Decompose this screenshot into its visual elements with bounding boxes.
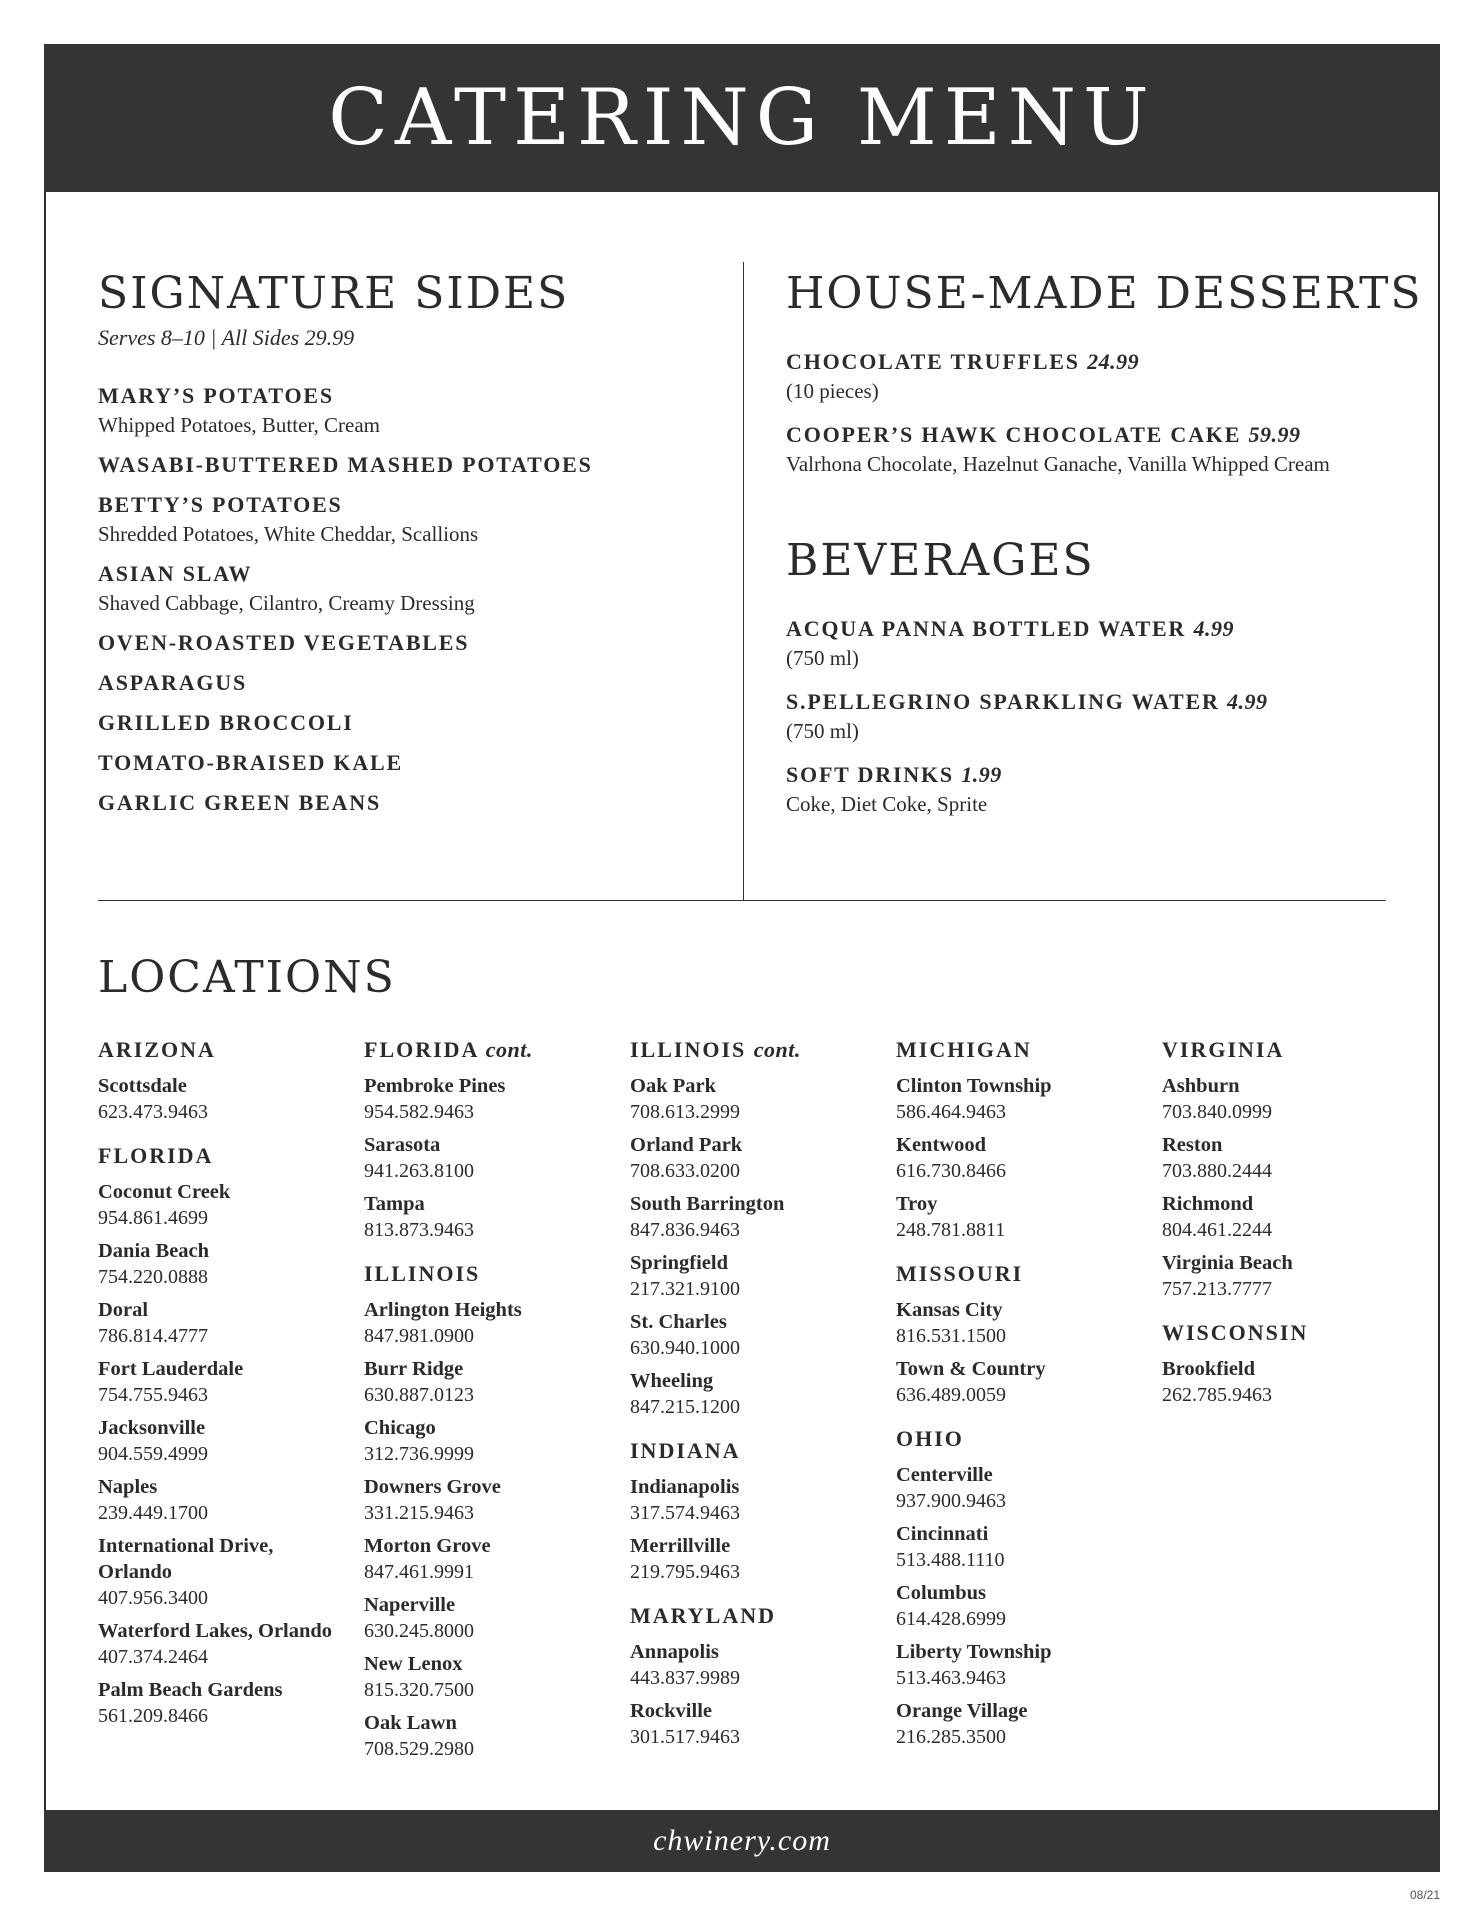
item-name-text: ACQUA PANNA BOTTLED WATER bbox=[786, 616, 1187, 641]
location-city: Annapolis bbox=[630, 1641, 719, 1663]
item-name bbox=[786, 689, 1406, 715]
desserts-list bbox=[786, 349, 1406, 477]
location-city: Clinton Township bbox=[896, 1075, 1052, 1097]
location-phone: 331.215.9463 bbox=[364, 1502, 474, 1524]
item-name-text: CHOCOLATE TRUFFLES bbox=[786, 349, 1080, 374]
location-city: Pembroke Pines bbox=[364, 1075, 506, 1097]
state-name: WISCONSIN bbox=[1162, 1320, 1309, 1345]
location-city: International Drive, Orlando bbox=[98, 1535, 274, 1583]
location-phone: 847.836.9463 bbox=[630, 1219, 740, 1241]
item-price: 59.99 bbox=[1248, 422, 1301, 447]
item-name-text: COOPER’S HAWK CHOCOLATE CAKE bbox=[786, 422, 1242, 447]
item-name: ASPARAGUS bbox=[98, 670, 248, 695]
menu-item bbox=[98, 790, 718, 816]
location-phone: 786.814.4777 bbox=[98, 1325, 208, 1347]
state-name: FLORIDA bbox=[364, 1037, 479, 1062]
location-phone: 847.215.1200 bbox=[630, 1396, 740, 1418]
location-phone: 561.209.8466 bbox=[98, 1705, 208, 1727]
location-city: Cincinnati bbox=[896, 1523, 989, 1545]
menu-item bbox=[98, 750, 718, 776]
location-city: Oak Lawn bbox=[364, 1712, 457, 1734]
state-heading bbox=[1162, 1320, 1412, 1346]
item-name: WASABI-BUTTERED MASHED POTATOES bbox=[98, 452, 593, 477]
item-description: Whipped Potatoes, Butter, Cream bbox=[98, 413, 381, 437]
state-heading bbox=[896, 1037, 1146, 1063]
location-city: Chicago bbox=[364, 1417, 436, 1439]
state-name: FLORIDA bbox=[98, 1143, 214, 1168]
location-phone: 630.940.1000 bbox=[630, 1337, 740, 1359]
location-phone: 757.213.7777 bbox=[1162, 1278, 1272, 1300]
location-city: Naples bbox=[98, 1476, 158, 1498]
state-heading bbox=[1162, 1037, 1412, 1063]
item-description: Shredded Potatoes, White Cheddar, Scallions bbox=[98, 522, 479, 546]
state-continued: cont. bbox=[485, 1037, 533, 1062]
location-phone: 312.736.9999 bbox=[364, 1443, 474, 1465]
location-phone: 262.785.9463 bbox=[1162, 1384, 1272, 1406]
locations-section bbox=[98, 952, 1398, 1760]
location-city: Liberty Township bbox=[896, 1641, 1052, 1663]
location-city: Kentwood bbox=[896, 1134, 986, 1156]
locations-column bbox=[98, 1037, 348, 1747]
horizontal-divider bbox=[98, 900, 1386, 901]
location-city: Merrillville bbox=[630, 1535, 731, 1557]
header-bar bbox=[44, 44, 1440, 192]
beverages-section bbox=[786, 535, 1406, 817]
menu-item bbox=[98, 630, 718, 656]
item-name bbox=[786, 762, 1406, 788]
menu-item bbox=[98, 383, 718, 438]
location-phone: 708.633.0200 bbox=[630, 1160, 740, 1182]
item-description: Coke, Diet Coke, Sprite bbox=[786, 792, 988, 816]
locations-column bbox=[364, 1037, 614, 1780]
beverages-title: BEVERAGES bbox=[786, 535, 1095, 586]
location-phone: 407.956.3400 bbox=[98, 1587, 208, 1609]
locations-column bbox=[896, 1037, 1146, 1768]
location-phone: 708.529.2980 bbox=[364, 1738, 474, 1760]
state-heading bbox=[630, 1438, 880, 1464]
item-description: (10 pieces) bbox=[786, 379, 879, 403]
item-name: BETTY’S POTATOES bbox=[98, 492, 343, 517]
item-name: ASIAN SLAW bbox=[98, 561, 253, 586]
location-city: Downers Grove bbox=[364, 1476, 501, 1498]
location-phone: 754.755.9463 bbox=[98, 1384, 208, 1406]
location-city: Dania Beach bbox=[98, 1240, 210, 1262]
item-name bbox=[786, 616, 1406, 642]
location-city: Rockville bbox=[630, 1700, 712, 1722]
state-heading bbox=[364, 1037, 614, 1063]
item-description: Shaved Cabbage, Cilantro, Creamy Dressing bbox=[98, 591, 475, 615]
location-city: Burr Ridge bbox=[364, 1358, 464, 1380]
state-heading bbox=[896, 1261, 1146, 1287]
state-name: OHIO bbox=[896, 1426, 964, 1451]
location-phone: 941.263.8100 bbox=[364, 1160, 474, 1182]
location-city: Orland Park bbox=[630, 1134, 743, 1156]
location-phone: 219.795.9463 bbox=[630, 1561, 740, 1583]
location-phone: 586.464.9463 bbox=[896, 1101, 1006, 1123]
location-phone: 216.285.3500 bbox=[896, 1726, 1006, 1748]
item-name: GRILLED BROCCOLI bbox=[98, 710, 354, 735]
item-name: OVEN-ROASTED VEGETABLES bbox=[98, 630, 470, 655]
location-city: Scottsdale bbox=[98, 1075, 187, 1097]
state-group bbox=[1162, 1320, 1412, 1408]
location-phone: 703.880.2444 bbox=[1162, 1160, 1272, 1182]
state-heading bbox=[630, 1037, 880, 1063]
state-group bbox=[1162, 1037, 1412, 1302]
item-description: Valrhona Chocolate, Hazelnut Ganache, Vanilla Whipped Cream bbox=[786, 452, 1330, 476]
state-name: ILLINOIS bbox=[630, 1037, 747, 1062]
location-phone: 623.473.9463 bbox=[98, 1101, 208, 1123]
state-name: ARIZONA bbox=[98, 1037, 216, 1062]
state-group bbox=[896, 1426, 1146, 1750]
state-heading bbox=[630, 1603, 880, 1629]
location-city: Fort Lauderdale bbox=[98, 1358, 244, 1380]
location-city: New Lenox bbox=[364, 1653, 463, 1675]
location-city: Town & Country bbox=[896, 1358, 1046, 1380]
menu-item bbox=[98, 492, 718, 547]
location-city: Naperville bbox=[364, 1594, 456, 1616]
state-heading bbox=[896, 1426, 1146, 1452]
state-group bbox=[98, 1037, 348, 1125]
locations-title: LOCATIONS bbox=[98, 952, 396, 1003]
location-phone: 630.887.0123 bbox=[364, 1384, 474, 1406]
location-city: South Barrington bbox=[630, 1193, 785, 1215]
location-city: Doral bbox=[98, 1299, 149, 1321]
location-city: Oak Park bbox=[630, 1075, 716, 1097]
location-city: Coconut Creek bbox=[98, 1181, 231, 1203]
state-name: MICHIGAN bbox=[896, 1037, 1032, 1062]
menu-item bbox=[786, 762, 1406, 817]
item-description: (750 ml) bbox=[786, 719, 859, 743]
state-group bbox=[630, 1037, 880, 1420]
location-phone: 754.220.0888 bbox=[98, 1266, 208, 1288]
menu-item bbox=[786, 689, 1406, 744]
location-city: Columbus bbox=[896, 1582, 987, 1604]
location-city: Kansas City bbox=[896, 1299, 1003, 1321]
item-description: (750 ml) bbox=[786, 646, 859, 670]
vertical-divider bbox=[743, 262, 744, 900]
location-phone: 708.613.2999 bbox=[630, 1101, 740, 1123]
state-continued: cont. bbox=[753, 1037, 801, 1062]
location-city: Brookfield bbox=[1162, 1358, 1256, 1380]
location-phone: 954.861.4699 bbox=[98, 1207, 208, 1229]
location-city: Centerville bbox=[896, 1464, 993, 1486]
location-city: Waterford Lakes, Orlando bbox=[98, 1620, 333, 1642]
location-phone: 301.517.9463 bbox=[630, 1726, 740, 1748]
location-phone: 614.428.6999 bbox=[896, 1608, 1006, 1630]
state-name: MISSOURI bbox=[896, 1261, 1024, 1286]
state-group bbox=[896, 1037, 1146, 1243]
location-city: Reston bbox=[1162, 1134, 1223, 1156]
state-heading bbox=[364, 1261, 614, 1287]
state-name: INDIANA bbox=[630, 1438, 741, 1463]
location-city: Troy bbox=[896, 1193, 938, 1215]
state-heading bbox=[98, 1037, 348, 1063]
location-city: Palm Beach Gardens bbox=[98, 1679, 283, 1701]
location-city: St. Charles bbox=[630, 1311, 727, 1333]
signature-sides-section bbox=[98, 268, 718, 830]
signature-sides-title: SIGNATURE SIDES bbox=[98, 268, 570, 319]
state-name: VIRGINIA bbox=[1162, 1037, 1285, 1062]
state-group bbox=[364, 1037, 614, 1243]
location-phone: 217.321.9100 bbox=[630, 1278, 740, 1300]
desserts-section bbox=[786, 268, 1423, 477]
menu-item bbox=[98, 452, 718, 478]
location-phone: 816.531.1500 bbox=[896, 1325, 1006, 1347]
item-price: 1.99 bbox=[961, 762, 1002, 787]
location-phone: 513.463.9463 bbox=[896, 1667, 1006, 1689]
location-phone: 847.981.0900 bbox=[364, 1325, 474, 1347]
location-phone: 239.449.1700 bbox=[98, 1502, 208, 1524]
document-code: 08/21 bbox=[1409, 1888, 1440, 1902]
item-name: MARY’S POTATOES bbox=[98, 383, 334, 408]
location-phone: 937.900.9463 bbox=[896, 1490, 1006, 1512]
location-city: Morton Grove bbox=[364, 1535, 491, 1557]
item-name: TOMATO-BRAISED KALE bbox=[98, 750, 403, 775]
location-city: Richmond bbox=[1162, 1193, 1254, 1215]
location-city: Tampa bbox=[364, 1193, 425, 1215]
state-group bbox=[896, 1261, 1146, 1408]
menu-item bbox=[98, 561, 718, 616]
location-phone: 813.873.9463 bbox=[364, 1219, 474, 1241]
right-column bbox=[786, 268, 1423, 835]
state-name: ILLINOIS bbox=[364, 1261, 481, 1286]
item-name: GARLIC GREEN BEANS bbox=[98, 790, 382, 815]
location-city: Orange Village bbox=[896, 1700, 1028, 1722]
location-phone: 904.559.4999 bbox=[98, 1443, 208, 1465]
website-link[interactable]: chwinery.com bbox=[653, 1824, 831, 1857]
location-phone: 317.574.9463 bbox=[630, 1502, 740, 1524]
locations-column bbox=[1162, 1037, 1412, 1426]
location-phone: 954.582.9463 bbox=[364, 1101, 474, 1123]
location-city: Virginia Beach bbox=[1162, 1252, 1293, 1274]
location-city: Arlington Heights bbox=[364, 1299, 522, 1321]
menu-item bbox=[786, 349, 1406, 404]
item-name bbox=[786, 349, 1406, 375]
item-price: 24.99 bbox=[1087, 349, 1140, 374]
location-city: Sarasota bbox=[364, 1134, 441, 1156]
item-name-text: SOFT DRINKS bbox=[786, 762, 954, 787]
menu-item bbox=[98, 670, 718, 696]
item-price: 4.99 bbox=[1193, 616, 1234, 641]
location-phone: 513.488.1110 bbox=[896, 1549, 1005, 1571]
location-city: Ashburn bbox=[1162, 1075, 1240, 1097]
sides-list bbox=[98, 383, 718, 816]
state-group bbox=[630, 1438, 880, 1585]
item-name bbox=[786, 422, 1406, 448]
location-city: Wheeling bbox=[630, 1370, 714, 1392]
menu-item bbox=[786, 422, 1406, 477]
state-name: MARYLAND bbox=[630, 1603, 776, 1628]
location-phone: 804.461.2244 bbox=[1162, 1219, 1272, 1241]
state-group bbox=[98, 1143, 348, 1729]
location-phone: 443.837.9989 bbox=[630, 1667, 740, 1689]
location-phone: 616.730.8466 bbox=[896, 1160, 1006, 1182]
location-city: Jacksonville bbox=[98, 1417, 206, 1439]
location-phone: 703.840.0999 bbox=[1162, 1101, 1272, 1123]
menu-item bbox=[98, 710, 718, 736]
location-phone: 248.781.8811 bbox=[896, 1219, 1006, 1241]
signature-sides-subtitle: Serves 8–10 | All Sides 29.99 bbox=[98, 325, 355, 350]
location-phone: 815.320.7500 bbox=[364, 1679, 474, 1701]
beverages-list bbox=[786, 616, 1406, 817]
desserts-title: HOUSE-MADE DESSERTS bbox=[786, 268, 1423, 319]
state-group bbox=[630, 1603, 880, 1750]
item-price: 4.99 bbox=[1226, 689, 1268, 714]
location-phone: 847.461.9991 bbox=[364, 1561, 474, 1583]
footer-bar bbox=[44, 1810, 1440, 1872]
location-city: Springfield bbox=[630, 1252, 728, 1274]
menu-item bbox=[786, 616, 1406, 671]
state-group bbox=[364, 1261, 614, 1762]
location-city: Indianapolis bbox=[630, 1476, 740, 1498]
location-phone: 407.374.2464 bbox=[98, 1646, 208, 1668]
location-phone: 636.489.0059 bbox=[896, 1384, 1006, 1406]
page-title: CATERING MENU bbox=[328, 73, 1156, 163]
location-phone: 630.245.8000 bbox=[364, 1620, 474, 1642]
locations-column bbox=[630, 1037, 880, 1768]
item-name-text: S.PELLEGRINO SPARKLING WATER bbox=[786, 689, 1220, 714]
state-heading bbox=[98, 1143, 348, 1169]
